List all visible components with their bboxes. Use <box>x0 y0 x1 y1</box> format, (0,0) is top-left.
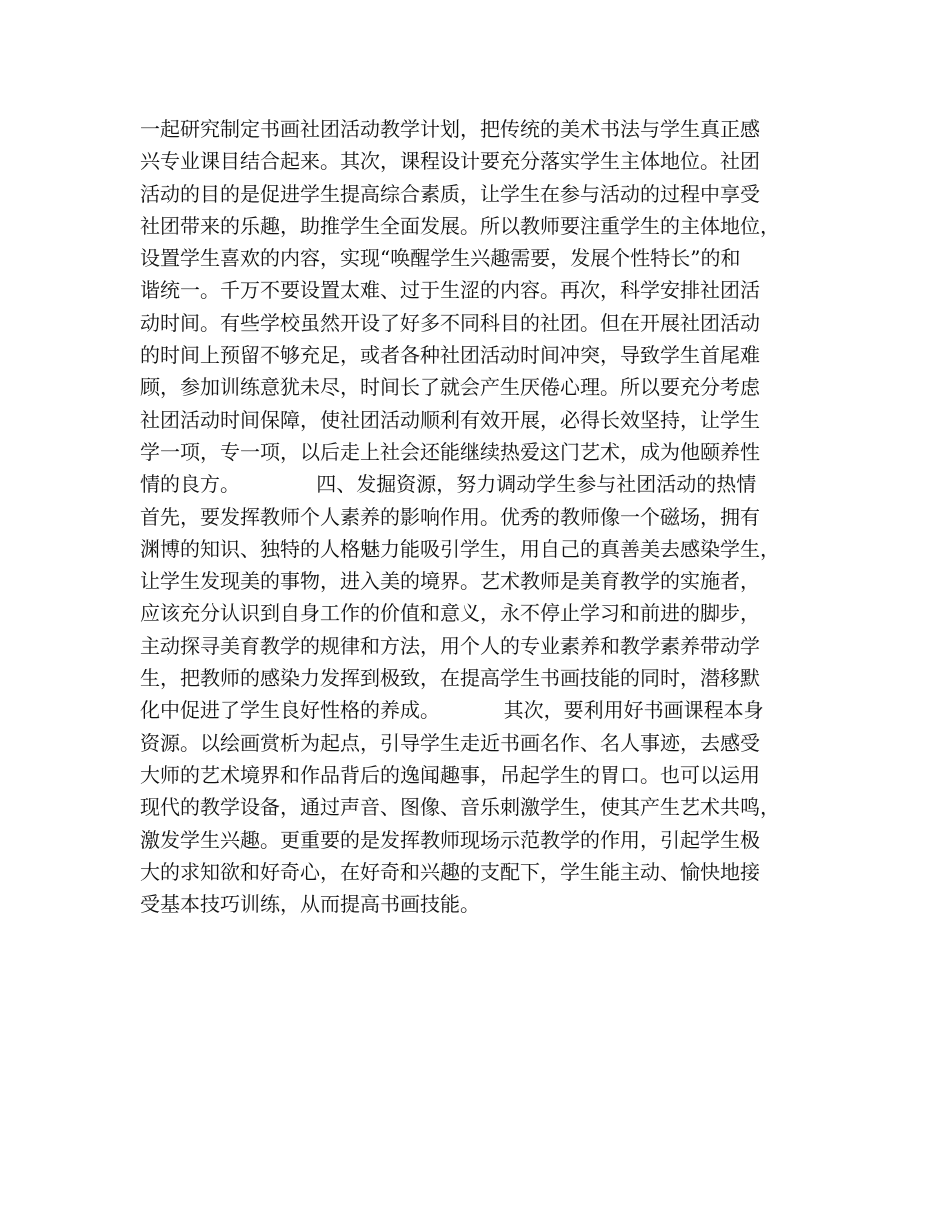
text-line: 化中促进了学生良好性格的养成。 其次，要利用好书画课程本身 <box>140 698 764 723</box>
text-line: 一起研究制定书画社团活动教学计划，把传统的美术书法与学生真正感 <box>140 117 760 141</box>
text-line: 激发学生兴趣。更重要的是发挥教师现场示范教学的作用，引起学生极 <box>140 827 760 852</box>
text-line: 大的求知欲和好奇心，在好奇和兴趣的支配下，学生能主动、愉快地接 <box>140 859 760 884</box>
text-line: 动时间。有些学校虽然开设了好多不同科目的社团。但在开展社团活动 <box>140 310 760 335</box>
text-line: 社团带来的乐趣，助推学生全面发展。所以教师要注重学生的主体地位， <box>140 213 780 238</box>
text-line: 设置学生喜欢的内容，实现“唤醒学生兴趣需要，发展个性特长”的和 <box>140 246 741 271</box>
text-line: 主动探寻美育教学的规律和方法，用个人的专业素养和教学素养带动学 <box>140 633 760 658</box>
text-line: 大师的艺术境界和作品背后的逸闻趣事，吊起学生的胃口。也可以运用 <box>140 762 760 787</box>
text-line: 让学生发现美的事物，进入美的境界。艺术教师是美育教学的实施者， <box>140 569 760 594</box>
text-line: 应该充分认识到自身工作的价值和意义，永不停止学习和前进的脚步， <box>140 601 760 626</box>
text-line: 渊博的知识、独特的人格魅力能吸引学生，用自己的真善美去感染学生， <box>140 536 780 561</box>
text-line: 活动的目的是促进学生提高综合素质，让学生在参与活动的过程中享受 <box>140 181 760 206</box>
text-line: 受基本技巧训练，从而提高书画技能。 <box>140 892 480 917</box>
text-line: 谐统一。千万不要设置太难、过于生涩的内容。再次，科学安排社团活 <box>140 278 760 303</box>
text-line: 顾，参加训练意犹未尽，时间长了就会产生厌倦心理。所以要充分考虑 <box>140 375 760 400</box>
text-line: 情的良方。 四、发掘资源，努力调动学生参与社团活动的热情 <box>140 472 757 497</box>
text-line: 生，把教师的感染力发挥到极致，在提高学生书画技能的同时，潜移默 <box>140 666 760 691</box>
text-line: 首先，要发挥教师个人素养的影响作用。优秀的教师像一个磁场，拥有 <box>140 504 760 529</box>
body-text <box>140 113 830 920</box>
text-line: 社团活动时间保障，使社团活动顺利有效开展，必得长效坚持，让学生 <box>140 407 760 432</box>
text-line: 兴专业课目结合起来。其次，课程设计要充分落实学生主体地位。社团 <box>140 149 760 174</box>
text-line: 资源。以绘画赏析为起点，引导学生走近书画名作、名人事迹，去感受 <box>140 730 760 755</box>
text-line: 的时间上预留不够充足，或者各种社团活动时间冲突，导致学生首尾难 <box>140 343 760 368</box>
text-line: 现代的教学设备，通过声音、图像、音乐刺激学生，使其产生艺术共鸣， <box>140 795 780 820</box>
text-line: 学一项，专一项，以后走上社会还能继续热爱这门艺术，成为他颐养性 <box>140 439 760 464</box>
